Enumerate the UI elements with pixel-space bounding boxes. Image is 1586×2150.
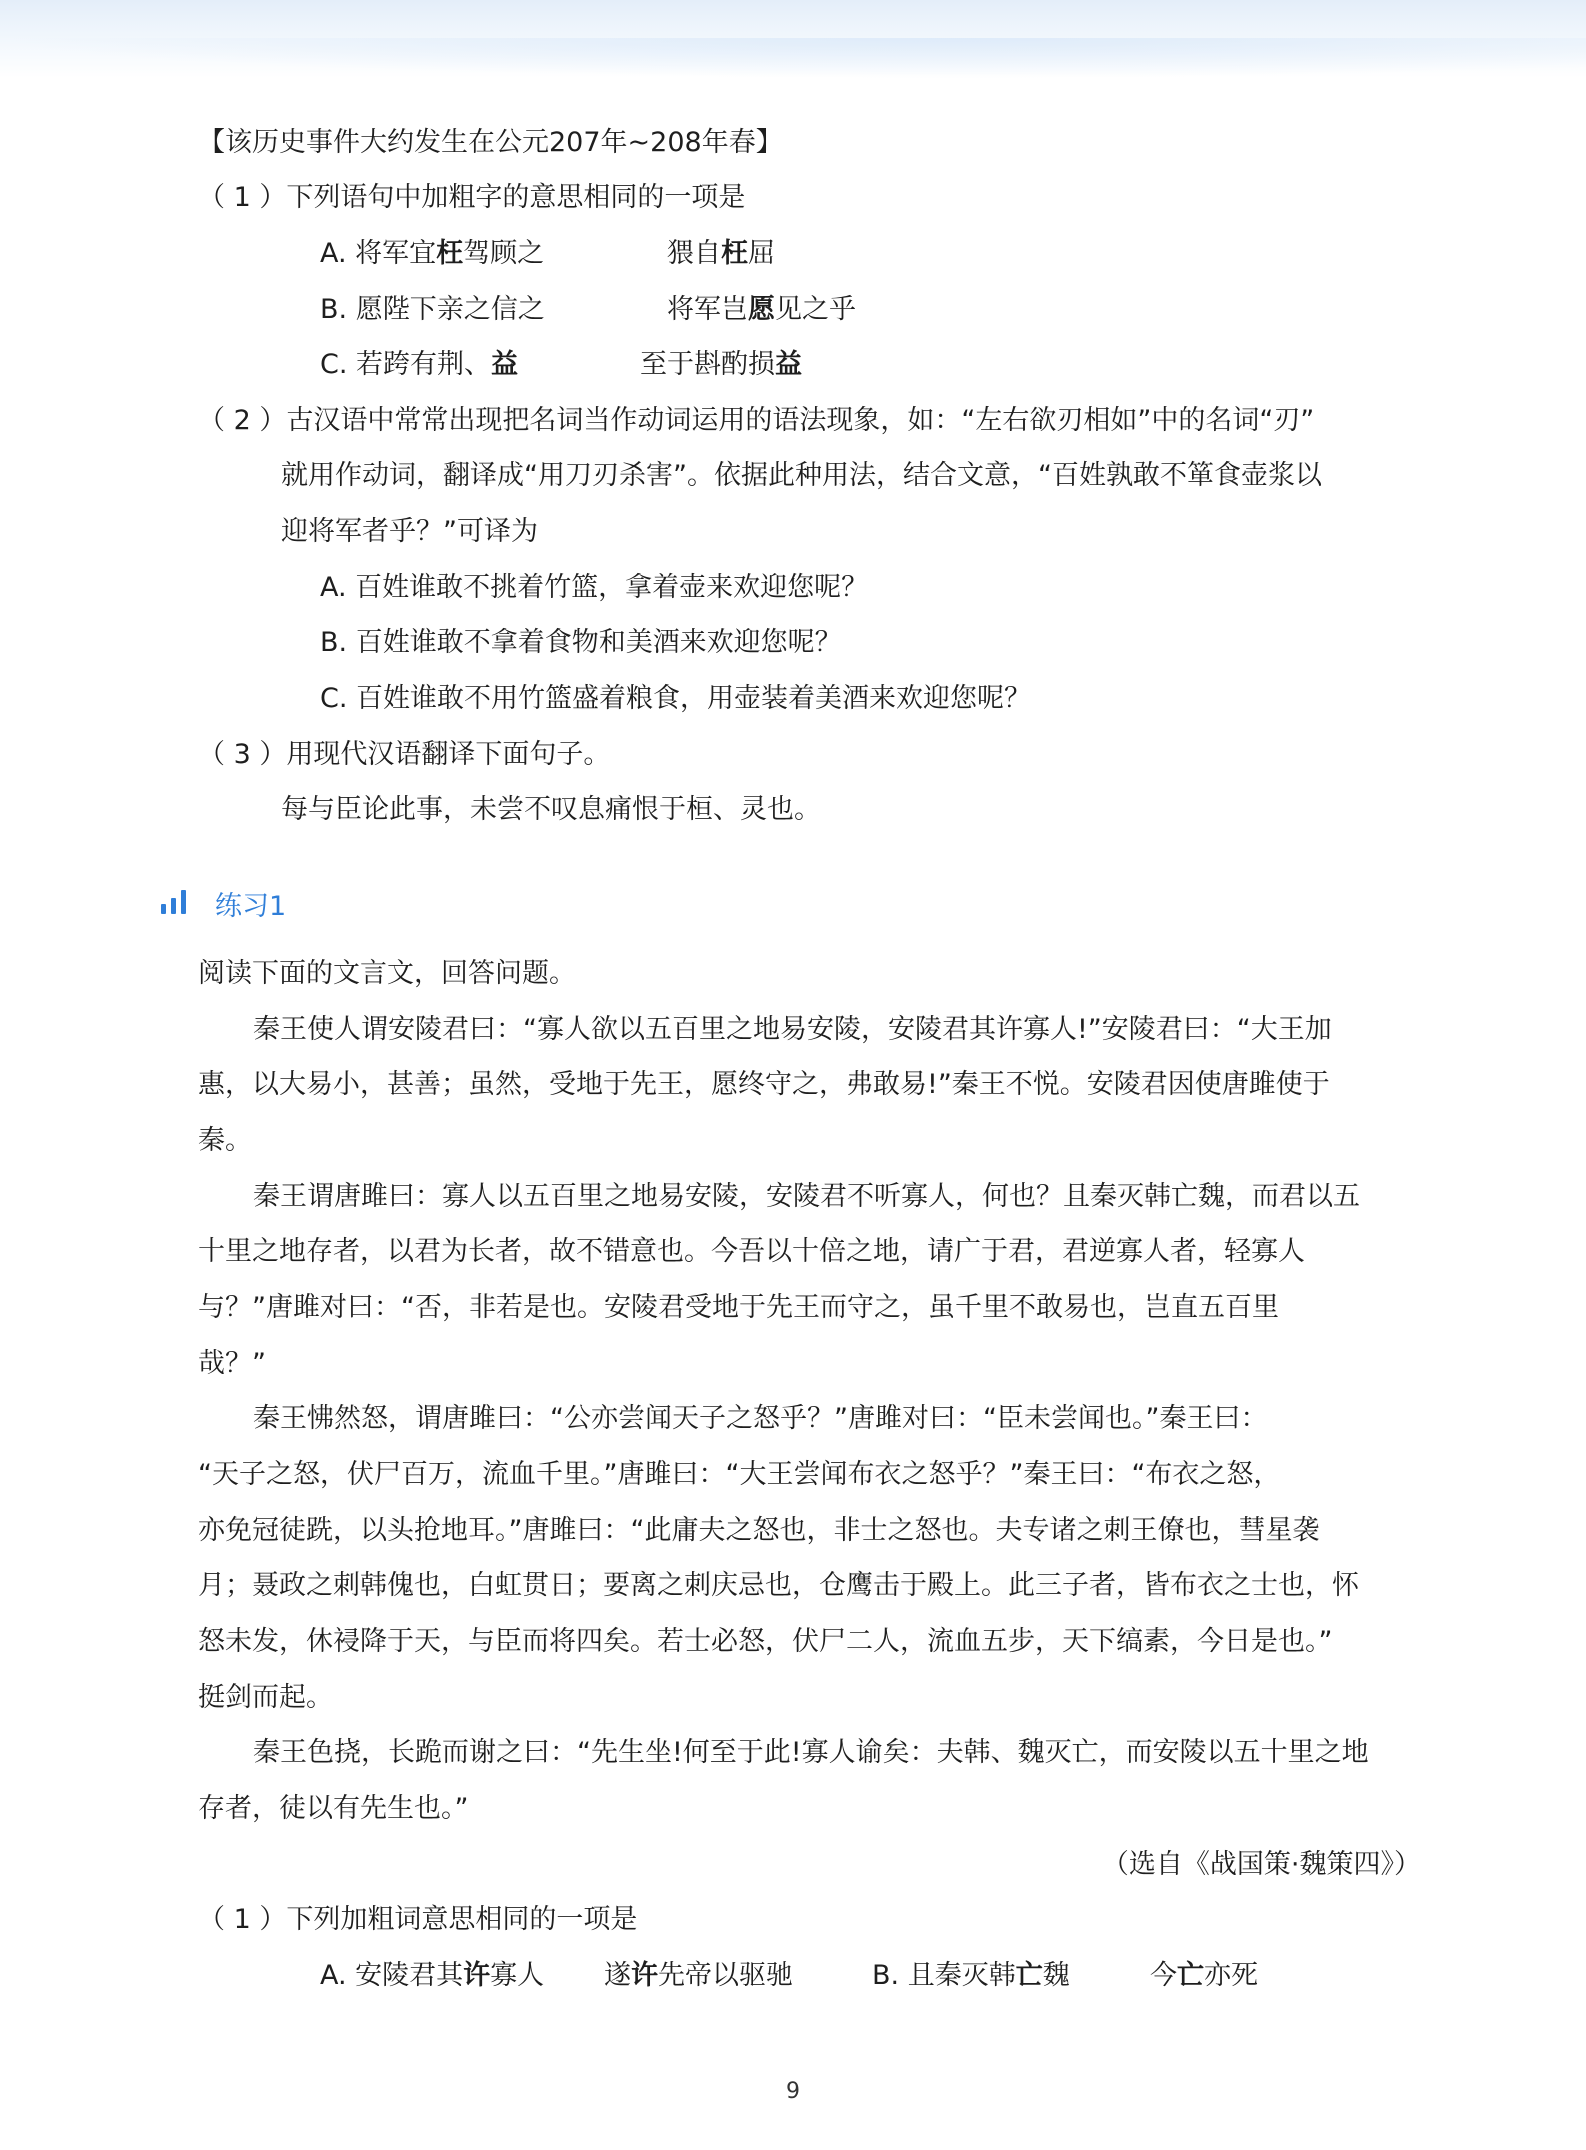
ex-q1-option-b-left: B. 且秦灭韩亡魏 (872, 1960, 1070, 1991)
passage-line: 怒未发，休祲降于天，与臣而将四矣。若士必怒，伏尸二人，流血五步，天下缟素，今日是也。” (198, 1626, 1333, 1657)
question-2-line-3: 迎将军者乎？”可译为 (281, 516, 538, 547)
ex-q1-option-a-right: 遂许先帝以驱驰 (604, 1960, 793, 1991)
exercise-heading (161, 885, 286, 921)
passage-line: 亦免冠徒跣，以头抢地耳。”唐雎曰：“此庸夫之怒也，非士之怒也。夫专诸之刺王僚也，彗星袭 (198, 1515, 1320, 1546)
bar-chart-icon (161, 888, 195, 918)
q2-option-b: B. 百姓谁敢不拿着食物和美酒来欢迎您呢？ (320, 627, 842, 658)
passage-line: 秦。 (198, 1125, 252, 1156)
ex-q1-option-b-right: 今亡亦死 (1150, 1960, 1258, 1991)
question-3-sentence: 每与臣论此事，未尝不叹息痛恨于桓、灵也。 (281, 794, 821, 825)
passage-line: 月；聂政之刺韩傀也，白虹贯日；要离之刺庆忌也，仓鹰击于殿上。此三子者，皆布衣之士也，怀 (198, 1570, 1359, 1601)
passage-line: 与？”唐雎对曰：“否，非若是也。安陵君受地于先王而守之，虽千里不敢易也，岂直五百里 (198, 1292, 1279, 1323)
passage-line: 挺剑而起。 (198, 1682, 333, 1713)
passage-source: （选自《战国策·魏策四》） (1101, 1849, 1421, 1880)
exercise-instruction: 阅读下面的文言文，回答问题。 (198, 958, 576, 989)
passage-line: 存者，徒以有先生也。” (198, 1793, 469, 1824)
passage-line: 秦王使人谓安陵君曰：“寡人欲以五百里之地易安陵，安陵君其许寡人!”安陵君曰：“大王加 (253, 1014, 1332, 1045)
history-note: 【该历史事件大约发生在公元207年~208年春】 (198, 127, 783, 158)
q1-option-b-right: 将军岂愿见之乎 (667, 294, 856, 325)
q1-option-a-right: 猥自枉屈 (667, 238, 775, 269)
q1-option-b-left: B. 愿陛下亲之信之 (320, 294, 545, 325)
q2-option-a: A. 百姓谁敢不挑着竹篮，拿着壶来欢迎您呢？ (320, 572, 869, 603)
header-band (0, 0, 1586, 78)
question-2-line-2: 就用作动词，翻译成“用刀刃杀害”。依据此种用法，结合文意，“百姓孰敢不箪食壶浆以 (281, 460, 1322, 491)
page-number: 9 (786, 2079, 800, 2104)
q1-option-c-right: 至于斟酌损益 (640, 349, 802, 380)
ex-q1-option-a-left: A. 安陵君其许寡人 (320, 1960, 545, 1991)
question-3-stem: （ 3 ）用现代汉语翻译下面句子。 (198, 739, 611, 770)
passage-line: 十里之地存者，以君为长者，故不错意也。今吾以十倍之地，请广于君，君逆寡人者，轻寡人 (198, 1236, 1305, 1267)
passage-line: 秦王怫然怒，谓唐雎曰：“公亦尝闻天子之怒乎？”唐雎对曰：“臣未尝闻也。”秦王曰： (253, 1403, 1268, 1434)
q1-option-a-left: A. 将军宜枉驾顾之 (320, 238, 545, 269)
question-2-line-1: （ 2 ）古汉语中常常出现把名词当作动词运用的语法现象，如：“左右欲刃相如”中的名词“刃” (198, 405, 1315, 436)
passage-line: “天子之怒，伏尸百万，流血千里。”唐雎曰：“大王尝闻布衣之怒乎？”秦王曰：“布衣之怒， (198, 1459, 1281, 1490)
exercise-title: 练习1 (215, 890, 287, 922)
exercise-question-1-stem: （ 1 ）下列加粗词意思相同的一项是 (198, 1904, 638, 1935)
passage-line: 哉？” (198, 1348, 266, 1379)
question-1-stem: （ 1 ）下列语句中加粗字的意思相同的一项是 (198, 182, 746, 213)
passage-line: 惠，以大易小，甚善；虽然，受地于先王，愿终守之，弗敢易!”秦王不悦。安陵君因使唐雎使于 (198, 1069, 1330, 1100)
passage-line: 秦王谓唐雎曰：寡人以五百里之地易安陵，安陵君不听寡人，何也？且秦灭韩亡魏，而君以五 (253, 1181, 1360, 1212)
passage-line: 秦王色挠，长跪而谢之曰：“先生坐!何至于此!寡人谕矣：夫韩、魏灭亡，而安陵以五十里之地 (253, 1737, 1369, 1768)
q2-option-c: C. 百姓谁敢不用竹篮盛着粮食，用壶装着美酒来欢迎您呢？ (320, 683, 1032, 714)
q1-option-c-left: C. 若跨有荆、益 (320, 349, 519, 380)
